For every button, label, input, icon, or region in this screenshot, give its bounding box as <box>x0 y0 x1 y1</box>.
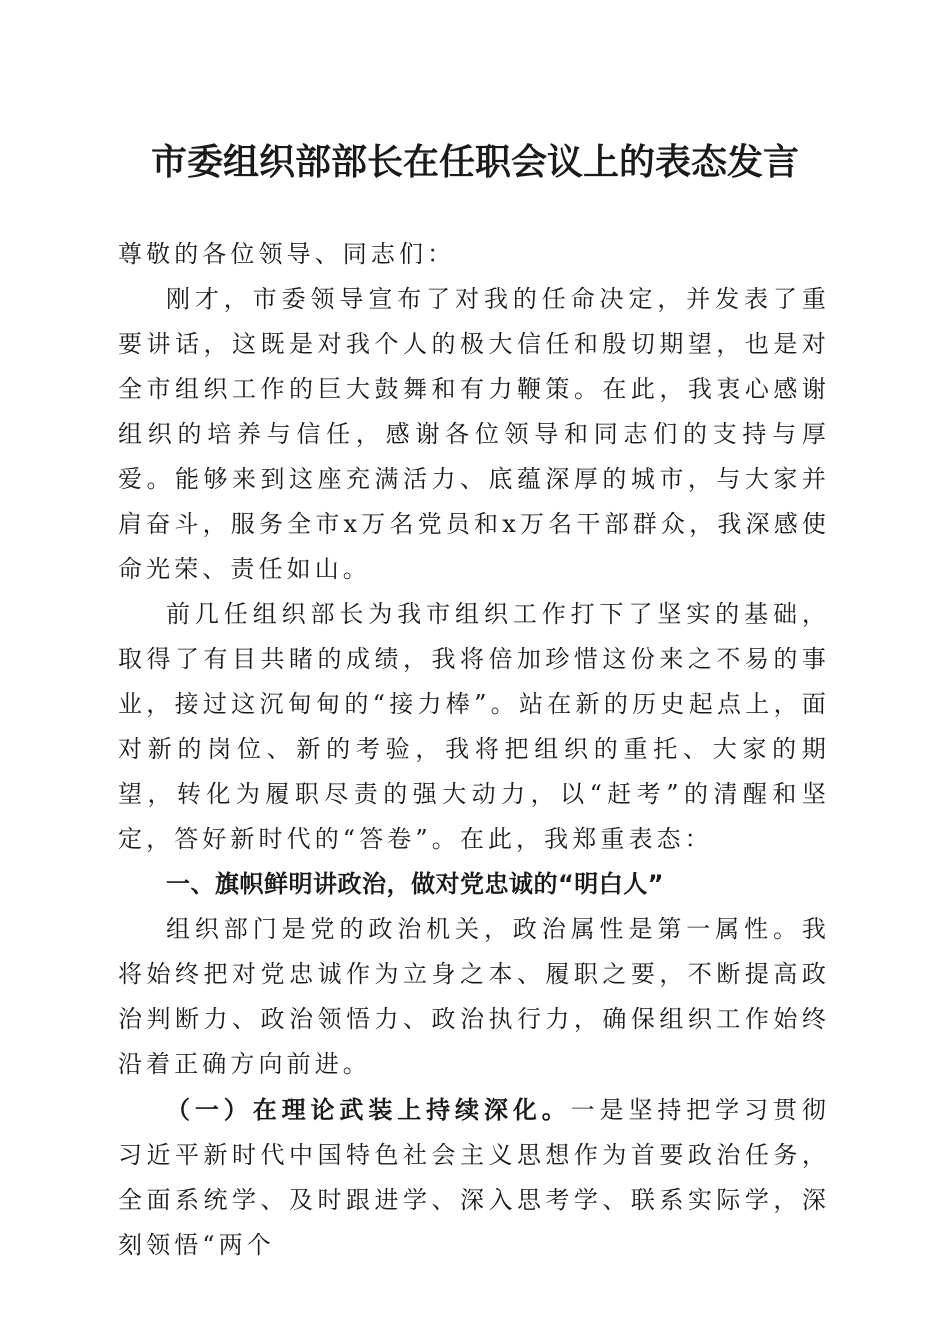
document-body <box>118 232 830 1268</box>
subsection-theory <box>118 1087 830 1268</box>
paragraph-appointment: 刚才，市委领导宣布了对我的任命决定，并发表了重要讲话，这既是对我个人的极大信任和殷切期望，也是对全市组织工作的巨大鼓舞和有力鞭策。在此，我衷心感谢组织的培养与信任，感谢各位领导和同志们的支持与厚爱。能够来到这座充满活力、底蕴深厚的城市，与大家并肩奋斗，服务全市x万名党员和x万名干部群众，我深感使命光荣、责任如山。 <box>118 285 830 583</box>
paragraph-predecessors: 前几任组织部长为我市组织工作打下了坚实的基础，取得了有目共睹的成绩，我将倍加珍惜这份来之不易的事业，接过这沉甸甸的“接力棒”。站在新的历史起点上，面对新的岗位、新的考验，我将把组织的重托、大家的期望，转化为履职尽责的强大动力，以“赶考”的清醒和坚定，答好新时代的“答卷”。在此，我郑重表态： <box>118 600 830 853</box>
document-title: 市委组织部部长在任职会议上的表态发言 <box>150 141 799 183</box>
salutation: 尊敬的各位领导、同志们： <box>118 240 456 268</box>
subsection-text-theory: 一是坚持把学习贯彻习近平新时代中国特色社会主义思想作为首要政治任务，全面系统学、及时跟进学、深入思考学、联系实际学，深刻领悟“两个 <box>118 1096 830 1259</box>
paragraph-political-organ: 组织部门是党的政治机关，政治属性是第一属性。我将始终把对党忠诚作为立身之本、履职之要，不断提高政治判断力、政治领悟力、政治执行力，确保组织工作始终沿着正确方向前进。 <box>118 915 830 1078</box>
subsection-heading-theory: （一）在理论武装上持续深化。 <box>166 1095 571 1124</box>
section-heading-politics: 一、旗帜鲜明讲政治，做对党忠诚的“明白人” <box>166 870 665 898</box>
